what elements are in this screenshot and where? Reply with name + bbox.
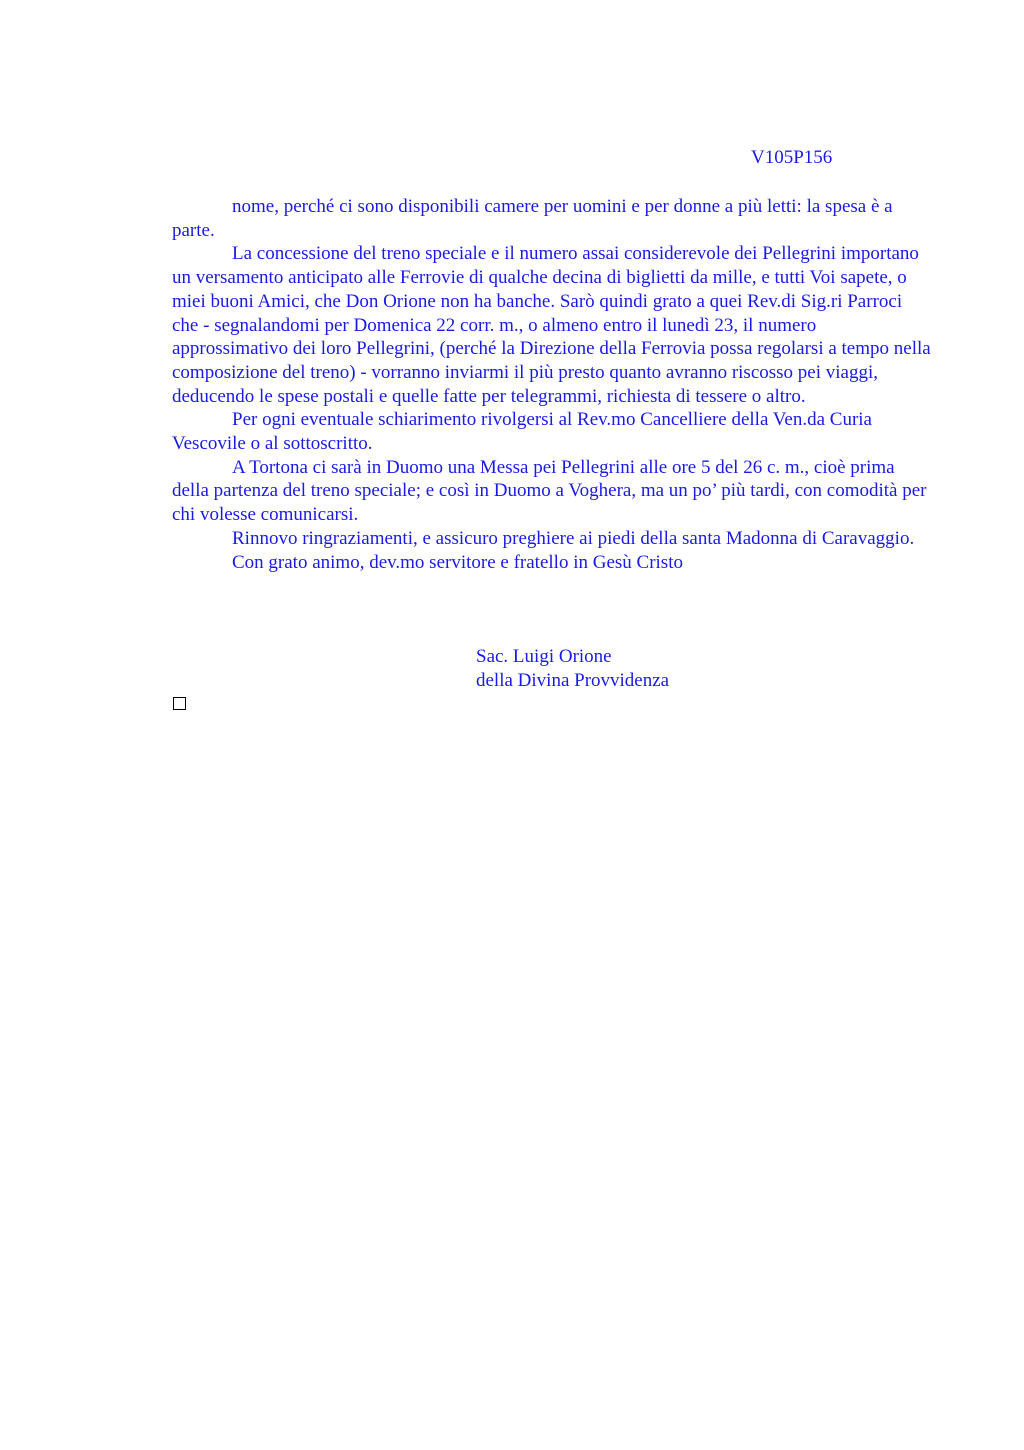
end-of-document-box-icon (173, 697, 186, 710)
signature-title: della Divina Provvidenza (476, 670, 670, 691)
paragraph-3: Per ogni eventuale schiarimento rivolgersi al Rev.mo Cancelliere della Ven.da Curia Vescovile o al sottoscritto. (172, 409, 872, 455)
paragraph-2: La concessione del treno speciale e il numero assai considerevole dei Pellegrini importano un versamento anticipato alle Ferrovie di qualche decina di biglietti da mille, e tutti Voi sapete, o miei buoni Amici, che Don Orione non ha banche. Sarò quindi grato a quei Rev.di Sig.ri Parroci che - segnalandomi per Domenica 22 corr. m., o almeno entro il lunedì 23, il numero approssimativo dei loro Pellegrini, (perché la Direzione della Ferrovia possa regolarsi a tempo nella composizione del treno) - vorranno inviarmi il più presto quanto avranno riscosso pei viaggi, deducendo le spese postali e quelle fatte per telegrammi, richiesta di tessere o altro. (172, 243, 931, 407)
letter-body (172, 195, 932, 574)
paragraph-5: Rinnovo ringraziamenti, e assicuro preghiere ai piedi della santa Madonna di Caravaggio. (232, 527, 915, 549)
paragraph-6: Con grato animo, dev.mo servitore e fratello in Gesù Cristo (232, 551, 683, 573)
paragraph-4: A Tortona ci sarà in Duomo una Messa pei Pellegrini alle ore 5 del 26 c. m., cioè prima della partenza del treno speciale; e così in Duomo a Voghera, ma un po’ più tardi, con comodità per chi volesse comunicarsi. (172, 456, 927, 526)
page-reference: V105P156 (751, 147, 833, 168)
paragraph-1: nome, perché ci sono disponibili camere per uomini e per donne a più letti: la spesa è a parte. (172, 196, 893, 241)
signature-block (476, 645, 669, 693)
signature-name: Sac. Luigi Orione (476, 646, 612, 667)
